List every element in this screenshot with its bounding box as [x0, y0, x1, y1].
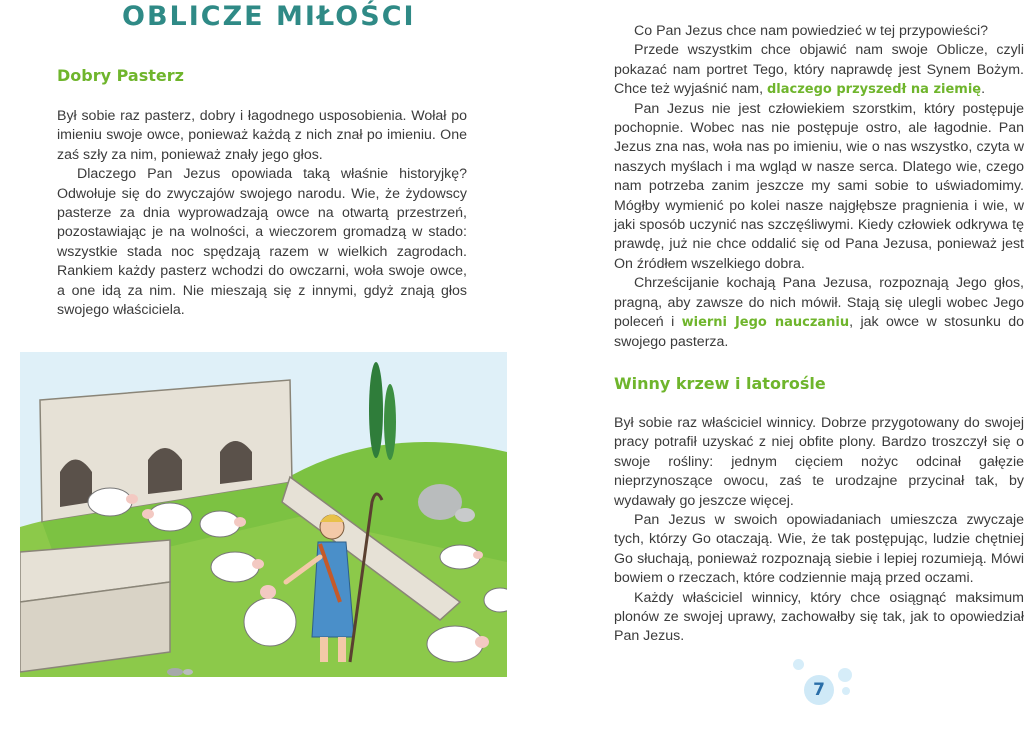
text-run: Przede wszystkim chce objawić nam swoje Oblicze, czyli pokazać nam portret Tego, który naprawdę jest Synem Bożym. Chce też wyjaśnić nam, — [614, 42, 1024, 98]
pebble — [167, 668, 183, 676]
paragraph: Pan Jezus w swoich opowiadaniach umieszcza zwyczaje tych, którzy Go otaczają. Wie, że tak postępując, ludzie chętniej Go słuchają, ponieważ rozpoznają siebie i lepiej rozumieją. Mówi bowiem o rzeczach, które codziennie mają przed oczami. — [614, 512, 1024, 587]
highlighted-phrase: wierni Jego nauczaniu — [681, 315, 850, 331]
paragraph: Co Pan Jezus chce nam powiedzieć w tej przypowieści? — [634, 23, 989, 39]
bubble-decoration — [793, 659, 804, 670]
bubble-decoration — [838, 668, 852, 682]
arch — [60, 460, 92, 508]
bubble-decoration — [842, 687, 850, 695]
paragraph: Każdy właściciel winnicy, który chce osiągnąć maksimum plonów ze swojej uprawy, zachowałby się tak, jak to opowiedział Pan Jezus. — [614, 589, 1024, 645]
highlighted-phrase: dlaczego przyszedł na ziemię — [766, 82, 982, 98]
left-text-column — [57, 107, 467, 320]
page-title: OBLICZE MIŁOŚCI — [122, 1, 416, 32]
page-number-badge — [790, 655, 860, 715]
right-text-column-top — [614, 22, 1024, 352]
paragraph: Był sobie raz właściciel winnicy. Dobrze przygotowany do swojej pracy potrafił uzyskać z niej obfite plony. Bardzo troszczył się o swoje rośliny: jednym cięciem nożyc odcinał gałęzie nieprzynoszące owocu, zaś te urodzajne przycinał tak, by wydawały go jeszcze więcej. — [614, 415, 1024, 509]
text-run: Chrześcijanie kochają Pana Jezusa, rozpoznają Jego głos, pragną, aby zawsze do nich mówił. Stają się ulegli wobec Jego poleceń i — [614, 275, 1024, 331]
section-heading-vine: Winny krzew i latorośle — [614, 374, 826, 393]
shepherd-illustration — [20, 352, 507, 677]
paragraph — [614, 41, 1024, 99]
paragraph: Był sobie raz pasterz, dobry i łagodnego usposobienia. Wołał po imieniu swoje owce, ponieważ każdą z nich znał po imieniu. One zaś szły za nim, ponieważ znały jego głos. — [57, 108, 467, 163]
arch — [220, 441, 252, 484]
rock — [455, 508, 475, 522]
cypress-tree — [369, 362, 383, 458]
arch — [148, 448, 182, 494]
section-heading-good-shepherd: Dobry Pasterz — [57, 66, 184, 85]
right-text-column-bottom — [614, 414, 1024, 647]
page-number: 7 — [804, 675, 834, 705]
text-run: . — [981, 81, 986, 98]
paragraph — [614, 274, 1024, 352]
text-run: , jak owce w stosunku do swojego pasterza. — [614, 314, 1024, 350]
cypress-tree — [384, 384, 396, 460]
paragraph: Dlaczego Pan Jezus opowiada taką właśnie historyjkę? Odwołuje się do zwyczajów swojego narodu. Wie, że żydowscy pasterze za dnia wyprowadzają owce na otwartą przestrzeń, pozostawiając je na wolności, a wieczorem gromadzą w stado: wszystkie stada noc spędzają razem w wielkich zagrodach. Rankiem każdy pasterz wchodzi do owczarni, woła swoje owce, a one idą za nim. Nie mieszają się z innymi, gdyż znają głos swojego właściciela. — [57, 166, 467, 319]
pebble — [183, 669, 193, 675]
paragraph: Pan Jezus nie jest człowiekiem szorstkim, który postępuje pochopnie. Wobec nas nie postępuje ostro, ale łagodnie. Pan Jezus zna nas, woła nas po imieniu, wie o nas wszystko, czyta w naszych myślach i ma wgląd w nasze serca. Dlatego wie, czego nam potrzeba zanim jeszcze my sami sobie to uświadomimy. Mógłby wymienić po kolei nasze najgłębsze pragnienia i wie, w jaki sposób uczynić nas szczęśliwymi. Kiedy człowiek odkrywa tę prawdę, już nie chce oddalić się od Pana Jezusa, ponieważ jest On źródłem wszelkiego dobra. — [614, 100, 1024, 272]
